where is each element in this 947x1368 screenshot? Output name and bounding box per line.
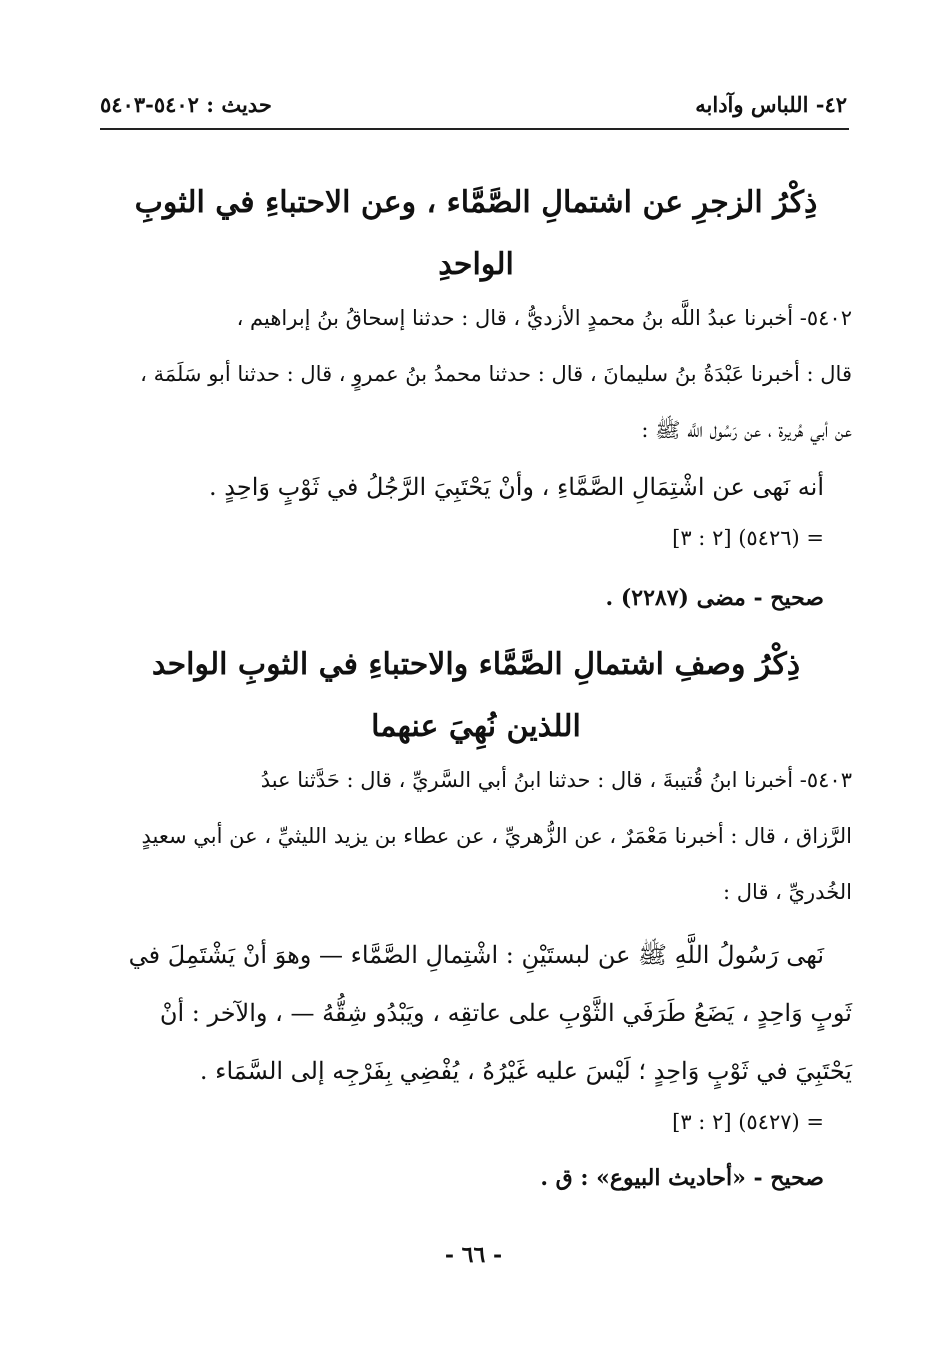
section-title-line: ذِكْرُ الزجرِ عن اشتمالِ الصَّمَّاء ، وعن الاحتباءِ في الثوبِ [134,185,818,220]
section-title-1 [100,172,852,296]
hadith-text-line: يَحْتَبِيَ في ثَوْبٍ وَاحِدٍ ؛ لَيْسَ عليه غَيْرُهُ ، يُفْضِي بِفَرْجِه إلى السَّمَاء . [199,1057,852,1085]
section-title-line: الواحدِ [438,247,514,282]
isnad-line: ٥٤٠٣- أخبرنا ابنُ قُتيبةَ ، قال : حدثنا ابنُ أبي السَّريِّ ، قال : حَدَّثنا عبدُ [260,768,852,792]
isnad-line: عن أبي هُريرة ، عن رَسُول اللَّه ﷺ : [641,418,852,442]
hadith-5402 [100,290,852,620]
section-title-line: ذِكْرُ وصفِ اشتمالِ الصَّمَّاء والاحتباءِ في الثوبِ الواحد [151,647,801,682]
hadith-grade: صحيح - مضى (٢٢٨٧) . [605,585,824,611]
isnad-line: الرَّزاق ، قال : أخبرنا مَعْمَرٌ ، عن الزُّهريِّ ، عن عطاء بن يزيد الليثيِّ ، عن أبي سعيدٍ [141,824,852,848]
hadith-5403 [100,752,852,1200]
hadith-range: حديث : ٥٤٠٢-٥٤٠٣ [100,92,272,117]
hadith-text-line: نَهى رَسُولُ اللَّهِ ﷺ عن لبستَيْنِ : اشْتِمالِ الصَّمَّاء — وهوَ أنْ يَشْتَمِلَ في [128,941,824,969]
section-title-line: اللذين نُهِيَ عنهما [371,709,581,744]
isnad-line: الخُدريِّ ، قال : [723,880,852,904]
chapter-title: ٤٢- اللباس وآدابه [695,92,847,117]
running-header [100,88,847,128]
cross-reference: = (٥٤٢٧) [٢ : ٣] [672,1110,824,1134]
cross-reference: = (٥٤٢٦) [٢ : ٣] [672,526,824,550]
section-title-2 [100,634,852,758]
hadith-text-line: ثَوبٍ وَاحِدٍ ، يَضَعُ طَرَفَي الثَّوْبِ على عاتقِه ، ويَبْدُو شِقُّهُ — ، والآخر : أنْ [159,999,852,1027]
hadith-grade: صحيح - «أحاديث البيوع» : ق . [540,1165,824,1191]
isnad-line: ٥٤٠٢- أخبرنا عبدُ اللَّه بنُ محمدٍ الأزديُّ ، قال : حدثنا إسحاقُ بنُ إبراهيم ، [236,306,852,330]
header-divider [100,128,849,130]
isnad-line: قال : أخبرنا عَبْدَةُ بنُ سليمانَ ، قال : حدثنا محمدُ بنُ عمروٍ ، قال : حدثنا أبو سَلَمَة ، [140,362,852,386]
page-number: - ٦٦ - [444,1242,503,1268]
hadith-text: أنه نَهى عن اشْتِمَالِ الصَّمَّاءِ ، وأنْ يَحْتَبِيَ الرَّجُلُ في ثَوْبٍ وَاحِدٍ . [209,473,824,501]
